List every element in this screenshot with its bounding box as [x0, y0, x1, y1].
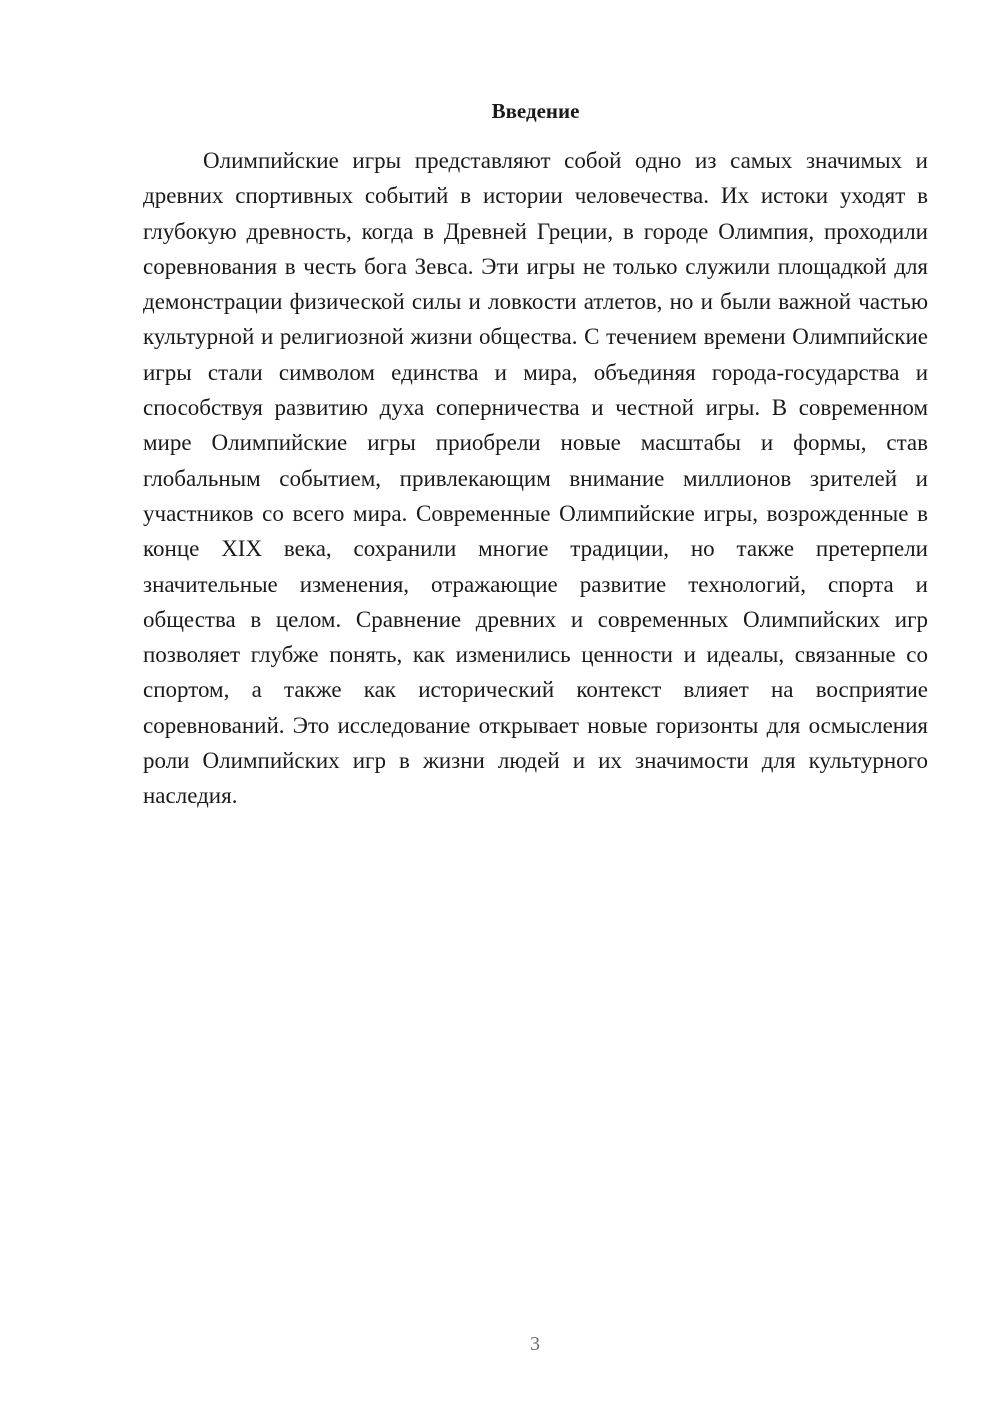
section-heading: Введение	[491, 99, 580, 123]
body-paragraph: Олимпийские игры представляют собой одно из самых значимых и древних спортивных событий в истории человечества. Их истоки уходят в глубокую древность, когда в Древней Греции, в городе Олимпия, проходили соревнования в честь бога Зевса. Эти игры не только служили площадкой для демонстрации физической силы и ловкости атлетов, но и были важной частью культурной и религиозной жизни общества. С течением времени Олимпийские игры стали символом единства и мира, объединяя города-государства и способствуя развитию духа соперничества и честной игры. В современном мире Олимпийские игры приобрели новые масштабы и формы, став глобальным событием, привлекающим внимание миллионов зрителей и участников со всего мира. Современные Олимпийские игры, возрожденные в конце XIX века, сохранили многие традиции, но также претерпели значительные изменения, отражающие развитие технологий, спорта и общества в целом. Сравнение древних и современных Олимпийских игр позволяет глубже понять, как изменились ценности и идеалы, связанные со спортом, а также как исторический контекст влияет на восприятие соревнований. Это исследование открывает новые горизонты для осмысления роли Олимпийских игр в жизни людей и их значимости для культурного наследия.	[143, 148, 928, 809]
page-number: 3	[530, 1333, 540, 1355]
